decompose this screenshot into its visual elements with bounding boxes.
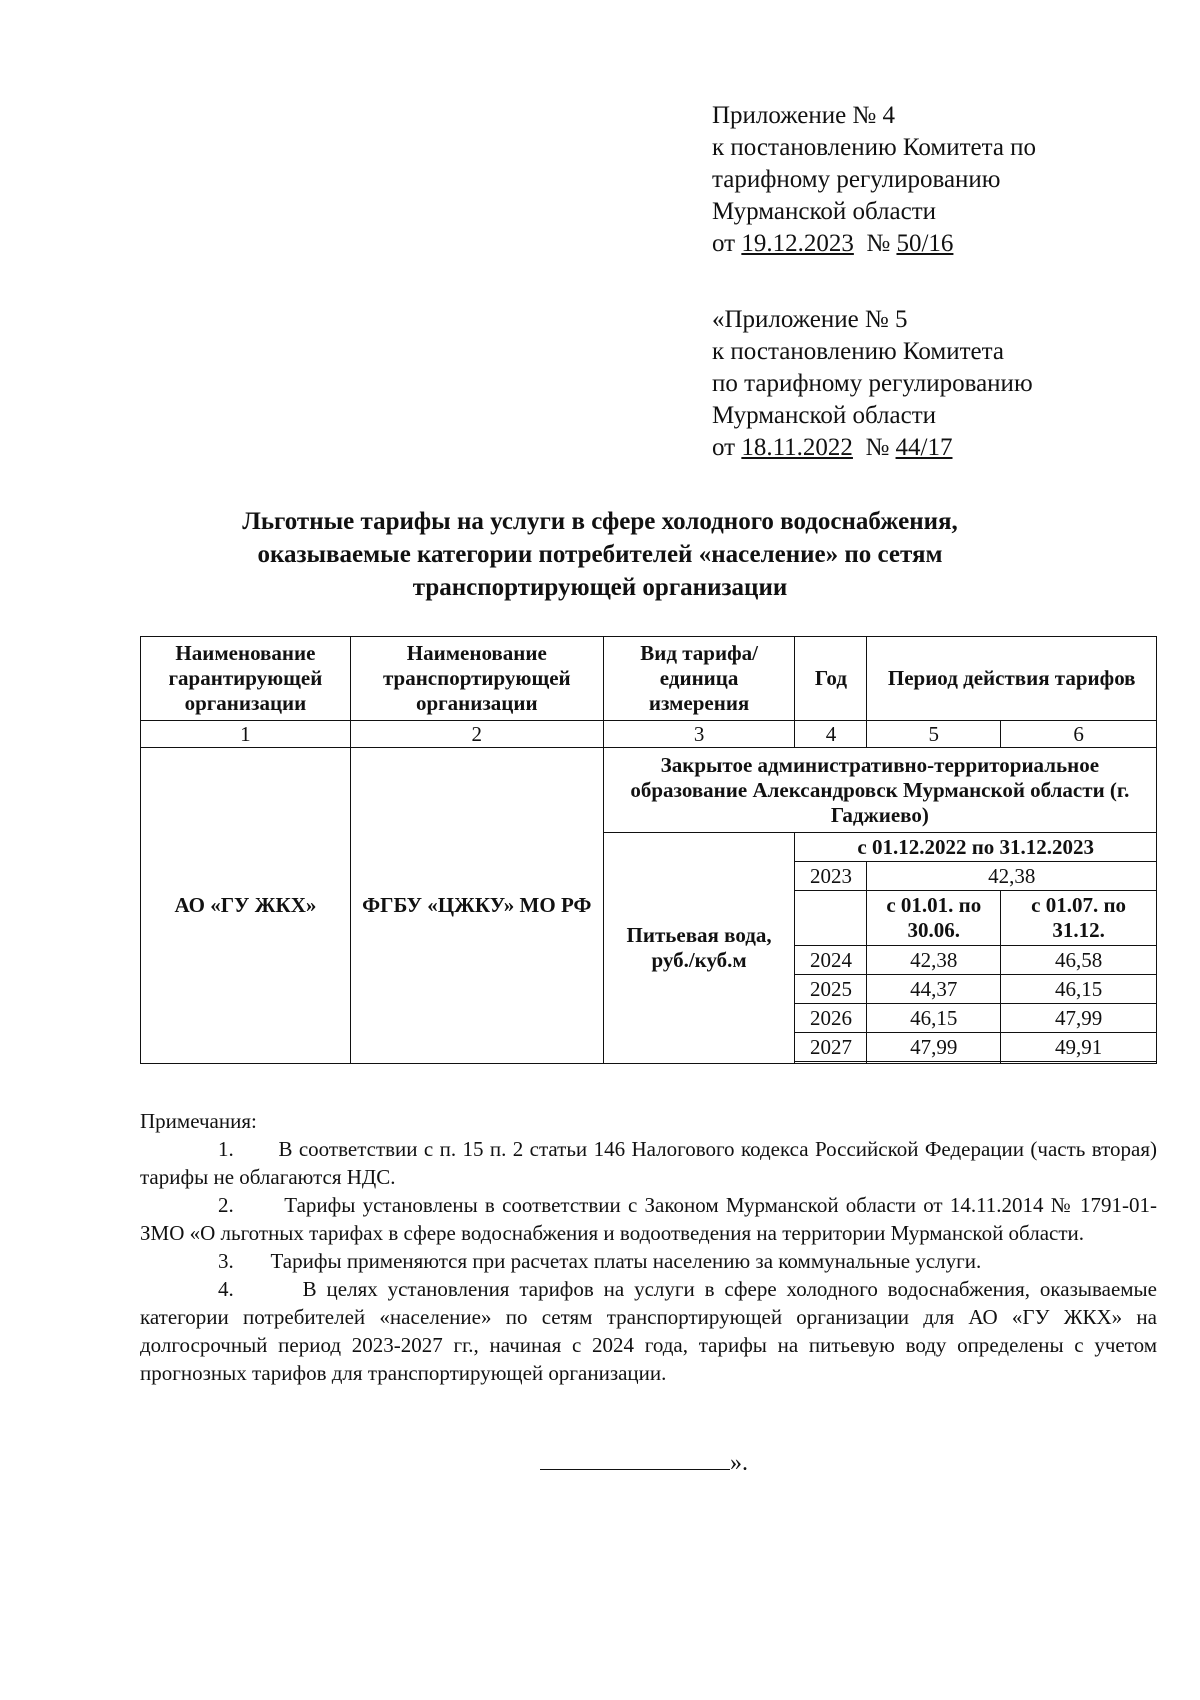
half2-cell: с 01.07. по 31.12. xyxy=(1001,891,1157,946)
header-period: Период действия тарифов xyxy=(867,637,1157,721)
tariff-type-cell: Питьевая вода, руб./куб.м xyxy=(603,833,795,1064)
notes-label: Примечания: xyxy=(140,1109,257,1133)
column-number: 3 xyxy=(603,721,795,748)
year-cell: 2025 xyxy=(795,975,867,1004)
header-tariff-type: Вид тарифа/ единица измерения xyxy=(603,637,795,721)
spacer-cell xyxy=(795,1062,867,1064)
column-number: 1 xyxy=(141,721,351,748)
year-cell: 2026 xyxy=(795,1004,867,1033)
appendix-4-line: Приложение № 4 xyxy=(712,102,896,129)
appendix-5-line: к постановлению Комитета xyxy=(712,338,1004,365)
half1-cell: с 01.01. по 30.06. xyxy=(867,891,1001,946)
appendix-5-number: 44/17 xyxy=(895,434,953,461)
title-line: транспортирующей организации xyxy=(412,574,788,601)
appendix-4-header xyxy=(712,100,1036,260)
spacer-cell xyxy=(867,1062,1001,1064)
title-line: Льготные тарифы на услуги в сфере холодного водоснабжения, xyxy=(242,508,958,535)
table-header-row xyxy=(141,637,1157,721)
note-item: 3. Тарифы применяются при расчетах платы населению за коммунальные услуги. xyxy=(218,1249,982,1273)
territory-cell: Закрытое административно-территориальное образование Александровск Мурманской области (г. Гаджиево) xyxy=(603,748,1156,833)
note-item: 1. В соответствии с п. 15 п. 2 статьи 146 Налогового кодекса Российской Федерации (часть вторая) тарифы не облагаются НДС. xyxy=(140,1137,1157,1189)
appendix-4-number: 50/16 xyxy=(896,230,954,257)
signature-line xyxy=(540,1447,730,1470)
year-cell: 2027 xyxy=(795,1033,867,1062)
appendix-5-line: «Приложение № 5 xyxy=(712,306,908,333)
appendix-4-date-line xyxy=(712,228,1036,260)
date-prefix: от xyxy=(712,230,742,257)
closing-quote: ». xyxy=(730,1450,748,1476)
period-cell: с 01.12.2022 по 31.12.2023 xyxy=(795,833,1157,862)
value-cell: 42,38 xyxy=(867,946,1001,975)
appendix-5-header xyxy=(712,304,1033,464)
appendix-4-line: Мурманской области xyxy=(712,198,937,225)
guarantor-cell: АО «ГУ ЖКХ» xyxy=(141,748,351,1064)
year-cell: 2024 xyxy=(795,946,867,975)
value-cell: 47,99 xyxy=(1001,1004,1157,1033)
date-prefix: от xyxy=(712,434,742,461)
value-cell: 46,15 xyxy=(867,1004,1001,1033)
tariff-table xyxy=(140,636,1157,1064)
appendix-5-line: Мурманской области xyxy=(712,402,937,429)
header-year: Год xyxy=(795,637,867,721)
column-number: 2 xyxy=(350,721,603,748)
appendix-4-line: тарифному регулированию xyxy=(712,166,1001,193)
number-prefix: № xyxy=(865,434,896,461)
value-cell: 46,58 xyxy=(1001,946,1157,975)
value-cell: 49,91 xyxy=(1001,1033,1157,1062)
document-title xyxy=(140,505,1060,604)
table-row xyxy=(141,748,1157,833)
year-cell-empty xyxy=(795,891,867,946)
notes-section xyxy=(140,1107,1157,1387)
spacer-cell xyxy=(1001,1062,1157,1064)
column-number: 6 xyxy=(1001,721,1157,748)
appendix-4-date: 19.12.2023 xyxy=(741,230,854,257)
appendix-5-date-line xyxy=(712,432,1033,464)
appendix-4-line: к постановлению Комитета по xyxy=(712,134,1037,161)
column-number-row xyxy=(141,721,1157,748)
appendix-5-date: 18.11.2022 xyxy=(741,434,853,461)
header-transporter: Наименование транспортирующей организации xyxy=(350,637,603,721)
appendix-5-line: по тарифному регулированию xyxy=(712,370,1033,397)
closing-mark xyxy=(540,1447,748,1477)
transporter-cell: ФГБУ «ЦЖКУ» МО РФ xyxy=(350,748,603,1064)
header-guarantor: Наименование гарантирующей организации xyxy=(141,637,351,721)
title-line: оказываемые категории потребителей «население» по сетям xyxy=(257,541,943,568)
note-item: 4. В целях установления тарифов на услуги в сфере холодного водоснабжения, оказываемые категории потребителей «население» по сетям транспортирующей организации для АО «ГУ ЖКХ» на долгосрочный период 2023-2027 гг., начиная с 2024 года, тарифы на питьевую воду определены с учетом прогнозных тарифов для транспортирующей организации. xyxy=(140,1277,1157,1385)
value-cell: 42,38 xyxy=(867,862,1157,891)
column-number: 5 xyxy=(867,721,1001,748)
note-item: 2. Тарифы установлены в соответствии с Законом Мурманской области от 14.11.2014 № 1791-01-ЗМО «О льготных тарифах в сфере водоснабжения и водоотведения на территории Мурманской области. xyxy=(140,1193,1157,1245)
value-cell: 44,37 xyxy=(867,975,1001,1004)
year-cell: 2023 xyxy=(795,862,867,891)
value-cell: 46,15 xyxy=(1001,975,1157,1004)
column-number: 4 xyxy=(795,721,867,748)
number-prefix: № xyxy=(866,230,897,257)
value-cell: 47,99 xyxy=(867,1033,1001,1062)
